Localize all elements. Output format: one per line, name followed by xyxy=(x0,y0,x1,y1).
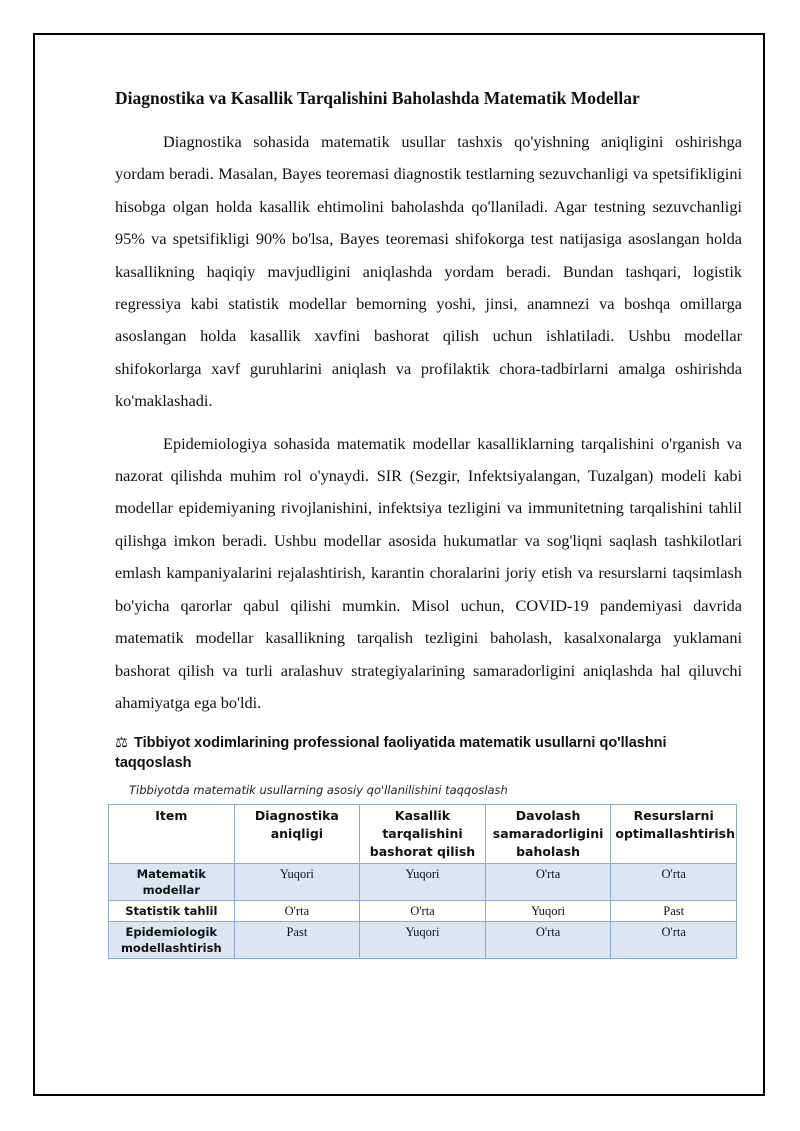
paragraph-diagnostics: Diagnostika sohasida matematik usullar tashxis qo'yishning aniqligini oshirishga yordam beradi. Masalan, Bayes teoremasi diagnostik testlarning sezuvchanligi va spetsifikligini hisobga olgan holda kasallik ehtimolini baholashda qo'llaniladi. Agar testning sezuvchanligi 95% va spetsifikligi 90% bo'lsa, Bayes teoremasi shifokorga test natijasiga asoslangan holda kasallikning haqiqiy mavjudligini aniqlashda yordam beradi. Bundan tashqari, logistik regressiya kabi statistik modellar bemorning yoshi, jinsi, anamnezi va boshqa omillarga asoslangan holda kasallik xavfini bashorat qilish uchun ishlatiladi. Ushbu modellar shifokorlarga xavf guruhlarini aniqlash va profilaktik chora-tadbirlarni amalga oshirishda ko'maklashadi. xyxy=(115,132,742,411)
balance-scale-icon: ⚖ xyxy=(115,735,128,752)
header-resource-optimization: Resurslarni optimallashtirish xyxy=(611,805,737,864)
comparison-table xyxy=(108,804,737,959)
table-cell: O'rta xyxy=(485,864,611,901)
table-caption: Tibbiyotda matematik usullarning asosiy qo'llanilishini taqqoslash xyxy=(129,783,508,798)
paragraph-epidemiology: Epidemiologiya sohasida matematik modellar kasalliklarning tarqalishini o'rganish va nazorat qilishda muhim rol o'ynaydi. SIR (Sezgir, Infektsiyalangan, Tuzalgan) modeli kabi modellar epidemiyaning rivojlanishini, infektsiya tezligini va immunitetning tarqalishini tahlil qilishga imkon beradi. Ushbu modellar asosida hukumatlar va sog'liqni saqlash tashkilotlari emlash kampaniyalarini rejalashtirish, karantin choralarini joriy etish va resurslarni taqsimlash bo'yicha qarorlar qabul qilishi mumkin. Misol uchun, COVID-19 pandemiyasi davrida matematik modellar kasallikning tarqalish tezligini baholash, kasalxonalarga yuklamani bashorat qilish va turli aralashuv strategiyalarining samaradorligini aniqlashda hal qiluvchi ahamiyatga ega bo'ldi. xyxy=(115,433,742,712)
row-label: Epidemiologik modellashtirish xyxy=(109,922,235,959)
table-row xyxy=(109,901,737,922)
table-cell: Yuqori xyxy=(485,901,611,922)
table-cell: Yuqori xyxy=(360,922,486,959)
header-treatment-efficacy: Davolash samaradorligini baholash xyxy=(485,805,611,864)
document-heading: Diagnostika va Kasallik Tarqalishini Baholashda Matematik Modellar xyxy=(115,88,640,108)
table-cell: O'rta xyxy=(360,901,486,922)
table-cell: O'rta xyxy=(611,864,737,901)
table-cell: Yuqori xyxy=(360,864,486,901)
row-label: Matematik modellar xyxy=(109,864,235,901)
header-diagnostic-accuracy: Diagnostika aniqligi xyxy=(234,805,360,864)
table-cell: O'rta xyxy=(485,922,611,959)
table-header-row xyxy=(109,805,737,864)
header-disease-spread-forecast: Kasallik tarqalishini bashorat qilish xyxy=(360,805,486,864)
table-cell: Yuqori xyxy=(234,864,360,901)
table-cell: O'rta xyxy=(611,922,737,959)
header-item: Item xyxy=(109,805,235,864)
table-row xyxy=(109,864,737,901)
section-title-text: Tibbiyot xodimlarining professional faoliyatida matematik usullarni qo'llashni taqqoslash xyxy=(115,735,667,772)
table-row xyxy=(109,922,737,959)
document-body xyxy=(115,84,742,959)
row-label: Statistik tahlil xyxy=(109,901,235,922)
table-cell: O'rta xyxy=(234,901,360,922)
table-cell: Past xyxy=(611,901,737,922)
table-cell: Past xyxy=(234,922,360,959)
section-title xyxy=(115,733,742,773)
